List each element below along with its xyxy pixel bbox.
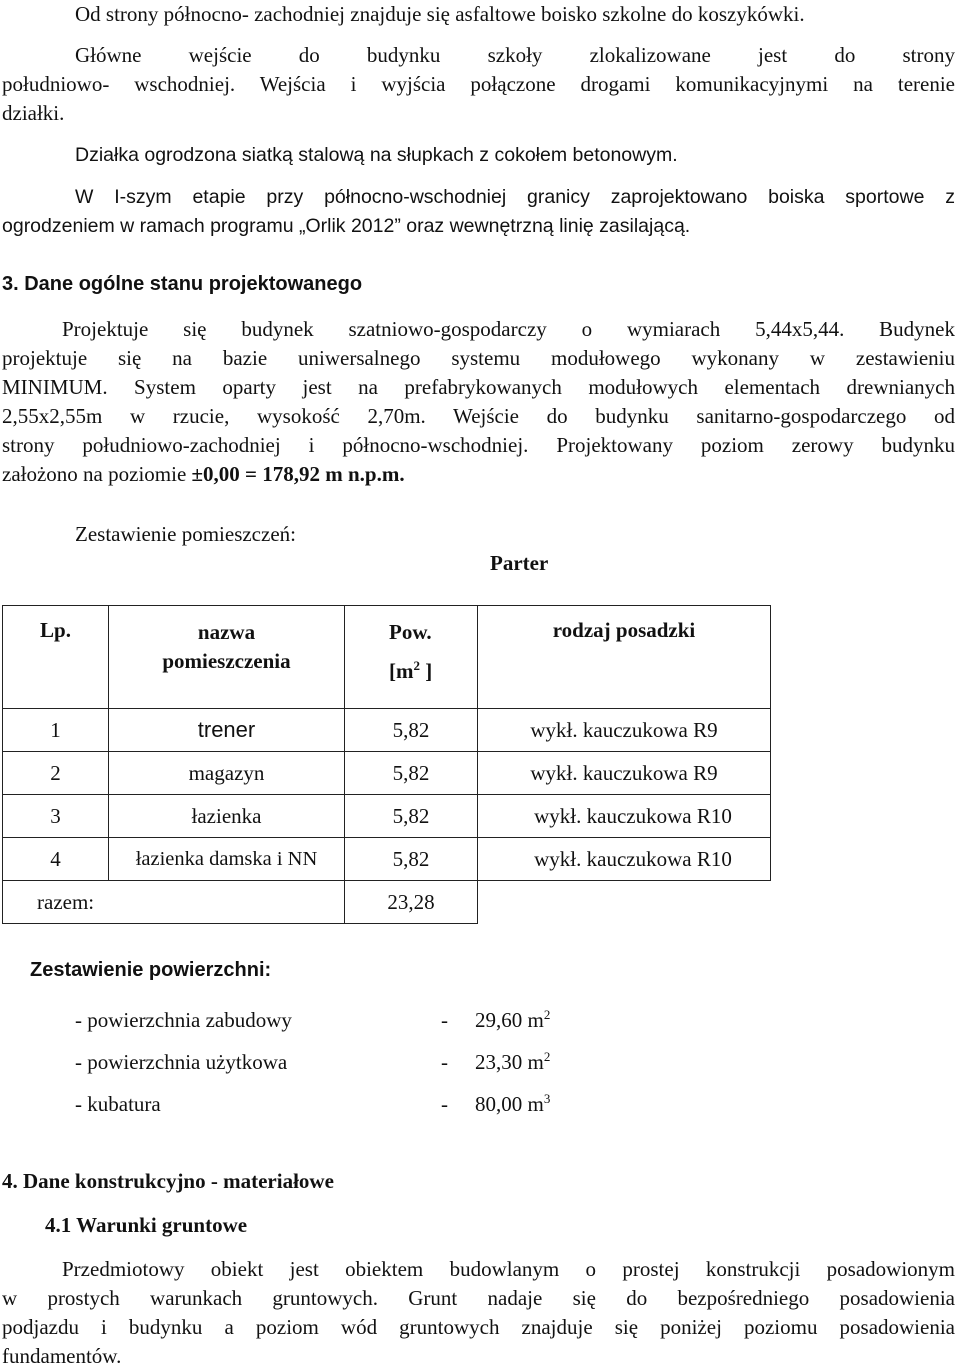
row-area: 5,82 — [345, 795, 478, 838]
section-4-line-1: Przedmiotowy obiekt jest obiektem budowlanym o prostej konstrukcji posadowionym — [62, 1257, 955, 1281]
empty-cell — [478, 881, 771, 924]
table-row — [3, 709, 771, 752]
row-name: łazienka damska i NN — [109, 838, 345, 881]
paragraph-entrance-line3: działki. — [2, 101, 65, 125]
surface-value-2 — [475, 1048, 550, 1077]
unit-suffix: ] — [420, 659, 433, 683]
table-total-row — [3, 881, 771, 924]
table-row — [3, 795, 771, 838]
header-floor-type: rodzaj posadzki — [478, 606, 771, 709]
header-name — [109, 606, 345, 709]
section-4-heading: 4. Dane konstrukcyjno - materiałowe — [2, 1169, 334, 1193]
section-3-line-4: 2,55x2,55m w rzucie, wysokość 2,70m. Wejście do budynku sanitarno-gospodarczego od — [2, 404, 955, 428]
paragraph-fence: Działka ogrodzona siatką stalową na słupkach z cokołem betonowym. — [75, 144, 678, 166]
table-row — [3, 752, 771, 795]
header-name-line2: pomieszczenia — [162, 649, 291, 673]
row-name: łazienka — [109, 795, 345, 838]
total-value: 23,28 — [345, 881, 478, 924]
surface-exp-3: 3 — [543, 1091, 551, 1106]
level-prefix: założono na poziomie — [2, 462, 192, 486]
header-area — [345, 606, 478, 709]
paragraph-entrance-line2: południowo- wschodniej. Wejścia i wyjścia połączone drogami komunikacyjnymi na terenie — [2, 72, 955, 96]
surface-exp-2: 2 — [543, 1049, 551, 1064]
level-value: ±0,00 = 178,92 m n.p.m. — [191, 462, 405, 486]
surface-dash-1: - — [441, 1008, 448, 1032]
row-lp: 2 — [3, 752, 109, 795]
section-3-line-5: strony południowo-zachodniej i północno-wschodniej. Projektowany poziom zerowy budynku — [2, 433, 955, 457]
header-lp: Lp. — [3, 606, 109, 709]
row-area: 5,82 — [345, 752, 478, 795]
header-area-unit — [389, 657, 477, 686]
section-3-line-2: projektuje się na bazie uniwersalnego systemu modułowego wykonany w zestawieniu — [2, 346, 955, 370]
section-3-heading: 3. Dane ogólne stanu projektowanego — [2, 273, 363, 295]
row-floor: wykł. kauczukowa R10 — [478, 795, 771, 838]
surface-label-1: - powierzchnia zabudowy — [75, 1008, 292, 1032]
row-area: 5,82 — [345, 709, 478, 752]
rooms-title: Zestawienie pomieszczeń: — [75, 522, 296, 546]
row-floor: wykł. kauczukowa R10 — [478, 838, 771, 881]
row-lp: 3 — [3, 795, 109, 838]
rooms-table — [2, 605, 771, 924]
surface-dash-3: - — [441, 1092, 448, 1116]
section-3-line-3: MINIMUM. System oparty jest na prefabrykowanych modułowych elementach drewnianych — [2, 375, 955, 399]
surface-dash-2: - — [441, 1050, 448, 1074]
unit-exponent: 2 — [413, 658, 420, 673]
surface-value-1 — [475, 1006, 550, 1035]
section-4-1-heading: 4.1 Warunki gruntowe — [45, 1213, 248, 1237]
section-4-line-4: fundamentów. — [2, 1344, 122, 1368]
row-floor: wykł. kauczukowa R9 — [478, 709, 771, 752]
section-3-line-1: Projektuje się budynek szatniowo-gospodarczy o wymiarach 5,44x5,44. Budynek — [62, 317, 955, 341]
row-lp: 1 — [3, 709, 109, 752]
row-lp: 4 — [3, 838, 109, 881]
row-floor: wykł. kauczukowa R9 — [478, 752, 771, 795]
section-4-line-2: w prostych warunkach gruntowych. Grunt nadaje się do bezpośredniego posadowienia — [2, 1286, 955, 1310]
surface-exp-1: 2 — [543, 1007, 551, 1022]
table-header-row — [3, 606, 771, 709]
row-area: 5,82 — [345, 838, 478, 881]
paragraph-stage1-line1: W I-szym etapie przy północno-wschodniej granicy zaprojektowano boiska sportowe z — [75, 186, 955, 208]
surfaces-heading: Zestawienie powierzchni: — [30, 959, 272, 981]
row-name: trener — [109, 709, 345, 752]
floor-label: Parter — [490, 551, 549, 575]
section-4-line-3: podjazdu i budynku a poziom wód gruntowych znajduje się poniżej poziomu posadowienia — [2, 1315, 955, 1339]
total-label: razem: — [3, 881, 345, 924]
surface-number-2: 23,30 m — [475, 1050, 544, 1074]
paragraph-stage1-line2: ogrodzeniem w ramach programu „Orlik 2012” oraz wewnętrzną linię zasilającą. — [2, 215, 691, 237]
header-area-label: Pow. — [389, 620, 432, 644]
surface-label-2: - powierzchnia użytkowa — [75, 1050, 288, 1074]
surface-label-3: - kubatura — [75, 1092, 161, 1116]
surface-number-1: 29,60 m — [475, 1008, 544, 1032]
paragraph-sports-court: Od strony północno- zachodniej znajduje się asfaltowe boisko szkolne do koszykówki. — [75, 2, 805, 26]
row-name: magazyn — [109, 752, 345, 795]
header-name-line1: nazwa — [197, 620, 256, 644]
unit-prefix: [m — [389, 659, 414, 683]
paragraph-entrance-line1: Główne wejście do budynku szkoły zlokalizowane jest do strony — [75, 43, 955, 67]
surface-number-3: 80,00 m — [475, 1092, 544, 1116]
section-3-line-6 — [2, 460, 405, 489]
surface-value-3 — [475, 1090, 550, 1119]
table-row — [3, 838, 771, 881]
